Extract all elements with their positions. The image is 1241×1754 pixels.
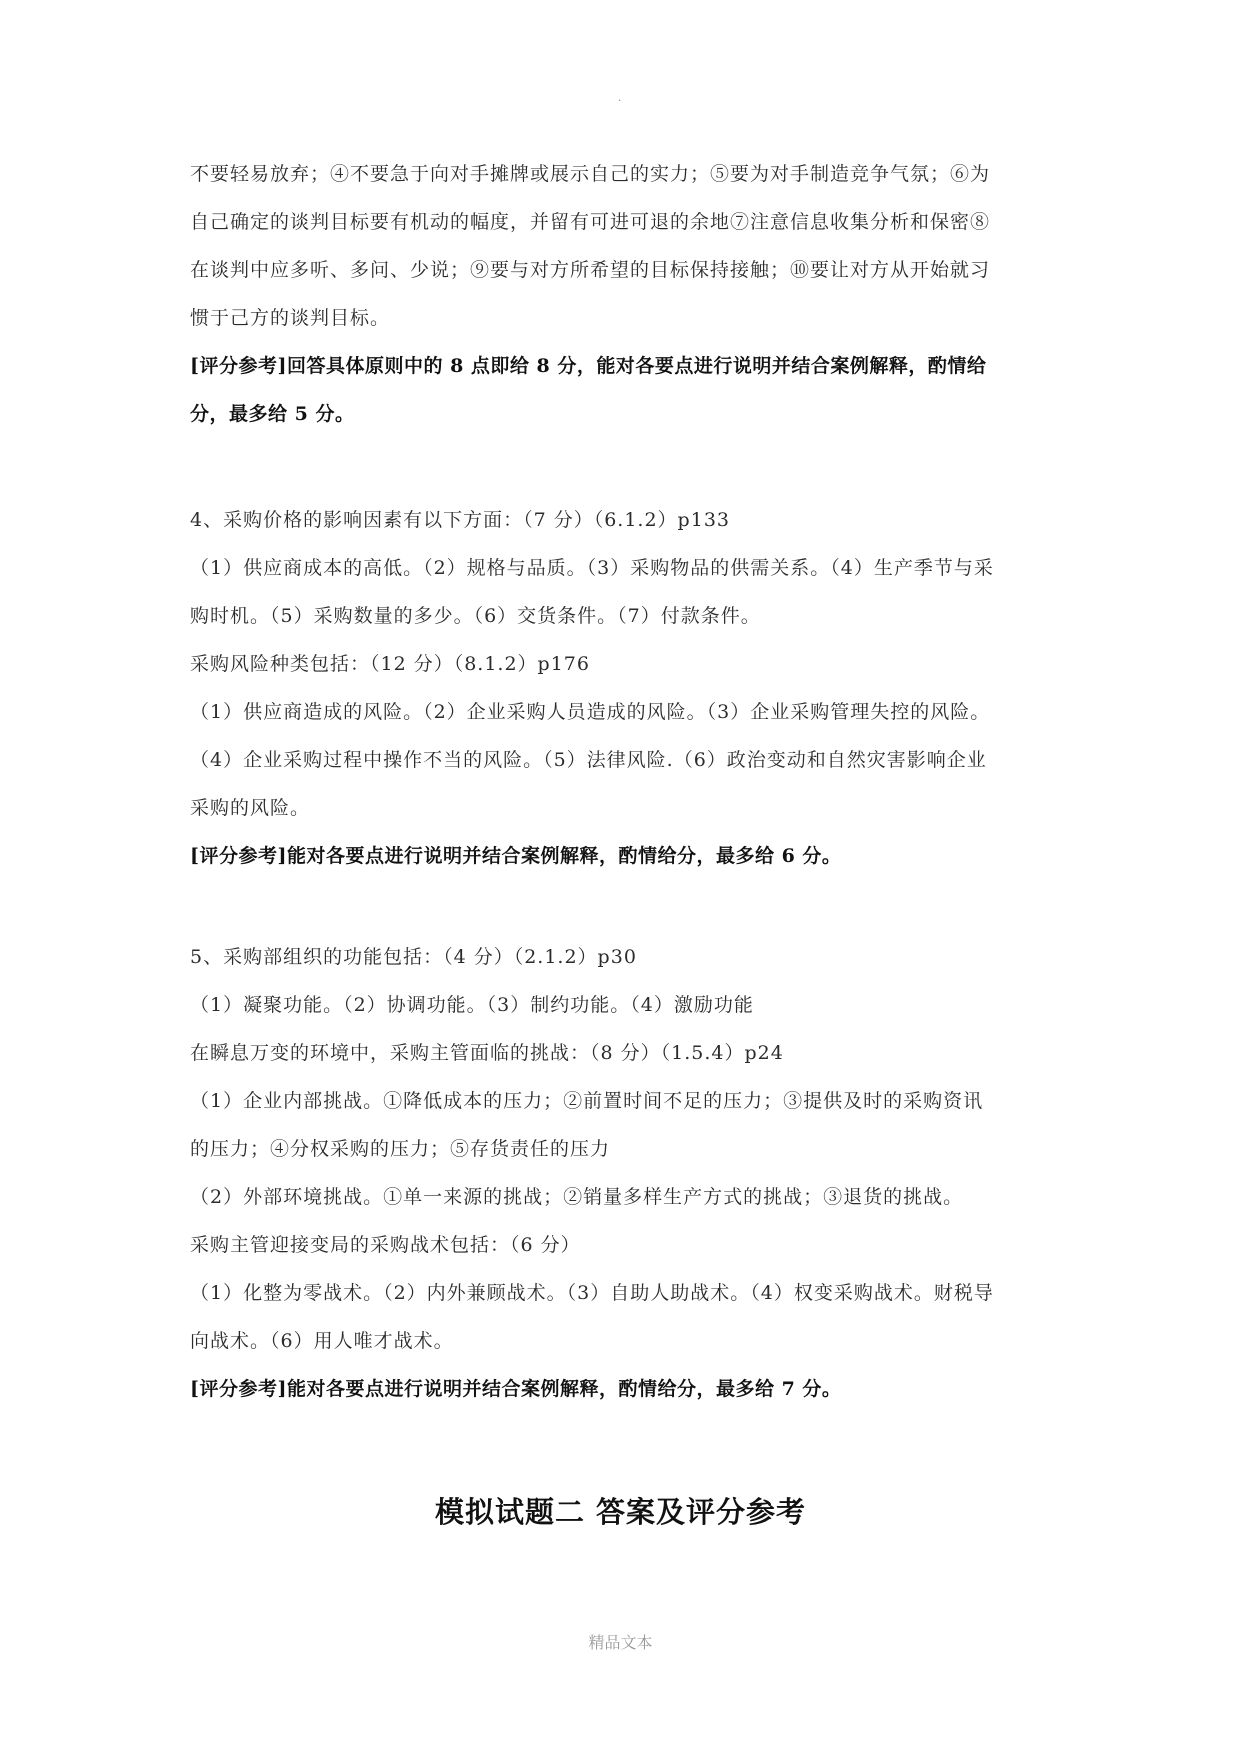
text-line: （2）外部环境挑战。①单一来源的挑战；②销量多样生产方式的挑战；③退货的挑战。 xyxy=(190,1186,964,1208)
score-reference-line: 分，最多给 5 分。 xyxy=(190,403,355,425)
score-reference-line: [评分参考]能对各要点进行说明并结合案例解释，酌情给分，最多给 6 分。 xyxy=(190,845,842,867)
page-footer: 精品文本 xyxy=(588,1633,653,1652)
header-mark: · xyxy=(618,96,622,107)
text-line: 不要轻易放弃；④不要急于向对手摊牌或展示自己的实力；⑤要为对手制造竞争气氛；⑥为 xyxy=(190,163,991,185)
text-line: 在谈判中应多听、多问、少说；⑨要与对方所希望的目标保持接触；⑩要让对方从开始就习 xyxy=(190,259,991,281)
text-line: （1）供应商造成的风险。（2）企业采购人员造成的风险。（3）企业采购管理失控的风险。 xyxy=(190,701,991,723)
text-line: （4）企业采购过程中操作不当的风险。（5）法律风险.（6）政治变动和自然灾害影响企业 xyxy=(190,749,987,771)
text-line: 自己确定的谈判目标要有机动的幅度，并留有可进可退的余地⑦注意信息收集分析和保密⑧ xyxy=(190,211,991,233)
question-4-answer xyxy=(190,496,1060,880)
text-line: 采购的风险。 xyxy=(190,797,311,819)
principles-paragraph xyxy=(190,150,1060,438)
text-line: 在瞬息万变的环境中，采购主管面临的挑战：（8 分）（1.5.4）p24 xyxy=(190,1042,784,1064)
score-reference-line: [评分参考]回答具体原则中的 8 点即给 8 分，能对各要点进行说明并结合案例解释，酌情给 xyxy=(190,355,987,377)
text-line: 采购主管迎接变局的采购战术包括：（6 分） xyxy=(190,1234,581,1256)
question-5-answer xyxy=(190,933,1060,1413)
score-reference-line: [评分参考]能对各要点进行说明并结合案例解释，酌情给分，最多给 7 分。 xyxy=(190,1378,842,1400)
text-line: 购时机。（5）采购数量的多少。（6）交货条件。（7）付款条件。 xyxy=(190,605,761,627)
text-line: （1）供应商成本的高低。（2）规格与品质。（3）采购物品的供需关系。（4）生产季节与采 xyxy=(190,557,994,579)
text-line: （1）化整为零战术。（2）内外兼顾战术。（3）自助人助战术。（4）权变采购战术。财税导 xyxy=(190,1282,994,1304)
text-line: 惯于己方的谈判目标。 xyxy=(190,307,391,329)
question-heading: 4、采购价格的影响因素有以下方面：（7 分）（6.1.2）p133 xyxy=(190,509,730,531)
text-line: （1）企业内部挑战。①降低成本的压力；②前置时间不足的压力；③提供及时的采购资讯 xyxy=(190,1090,984,1112)
text-line: （1）凝聚功能。（2）协调功能。（3）制约功能。（4）激励功能 xyxy=(190,994,754,1016)
text-line: 的压力；④分权采购的压力；⑤存货责任的压力 xyxy=(190,1138,611,1160)
question-heading: 5、采购部组织的功能包括：（4 分）（2.1.2）p30 xyxy=(190,946,637,968)
text-line: 采购风险种类包括：（12 分）（8.1.2）p176 xyxy=(190,653,590,675)
text-line: 向战术。（6）用人唯才战术。 xyxy=(190,1330,454,1352)
section-title: 模拟试题二 答案及评分参考 xyxy=(434,1495,807,1529)
